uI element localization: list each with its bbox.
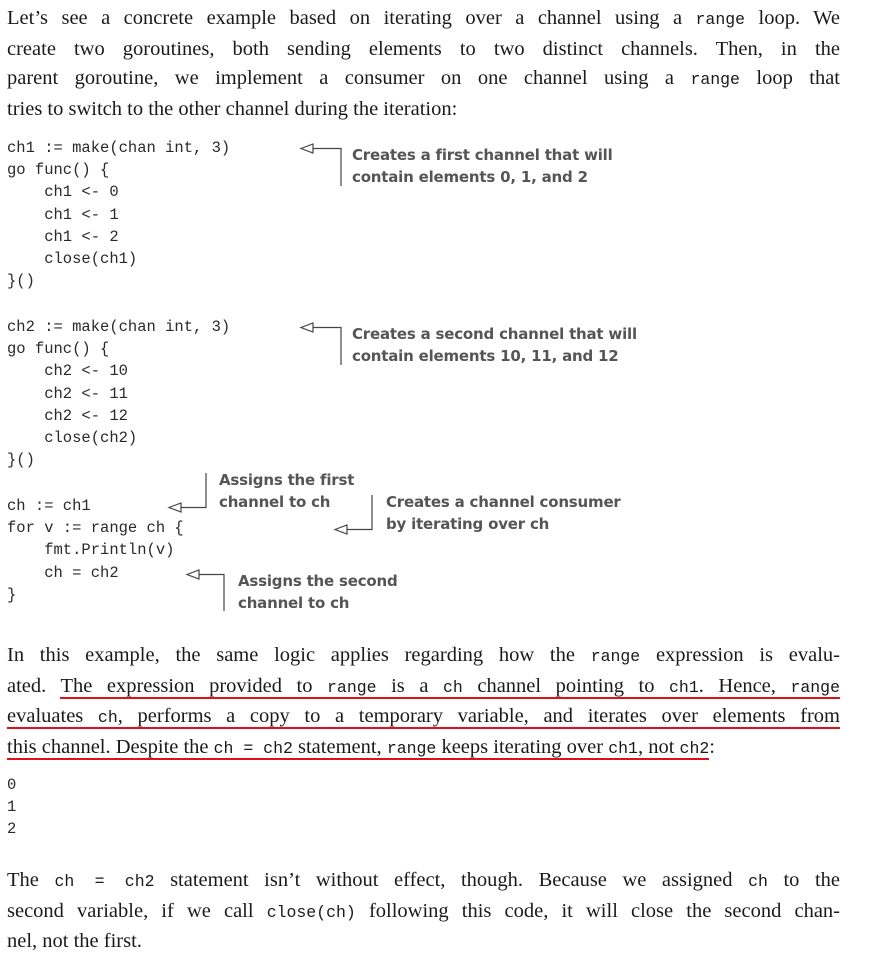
inline-code: ch = ch2 <box>213 738 293 758</box>
annotation-second-channel: Creates a second channel that will contain elements 10, 11, and 12 <box>352 325 637 365</box>
text-run: expression is evalu- <box>640 644 840 666</box>
code-line: ch2 <- 11 <box>7 384 128 403</box>
code-line: ch1 <- 0 <box>7 183 119 202</box>
text-line <box>7 927 840 957</box>
text-run: In this example, the same logic applies regarding how the <box>7 644 591 666</box>
code-block-channel-1 <box>7 137 230 292</box>
code-line: ch2 := make(chan int, 3) <box>7 318 231 336</box>
callout-arrow-assign-first <box>181 473 206 508</box>
code-line: ch1 <- 2 <box>7 227 119 246</box>
code-line: 0 <box>7 776 17 794</box>
text-run: create two goroutines, both sending elements to two distinct channels. Then, in the <box>7 37 840 60</box>
code-line: fmt.Println(v) <box>7 541 175 560</box>
text-run: Let’s see a concrete example based on iterating over a channel using a <box>7 7 696 29</box>
code-line: }() <box>7 451 35 470</box>
text-run: loop. We <box>745 7 840 29</box>
code-line: close(ch1) <box>7 249 138 268</box>
text-line <box>7 897 840 928</box>
underlined-text: . Hence, <box>698 674 791 697</box>
text-line <box>7 641 840 672</box>
text-line <box>7 64 840 95</box>
code-line: ch1 <- 1 <box>7 205 119 224</box>
inline-code: ch <box>748 872 768 891</box>
underlined-text: is a <box>376 674 443 697</box>
code-line: for v := range ch { <box>7 519 184 538</box>
code-line: }() <box>7 272 35 291</box>
text-line <box>7 866 840 897</box>
intro-paragraph <box>7 4 840 124</box>
callout-arrow-second-channel <box>337 328 341 366</box>
annotation-consumer: Creates a channel consumer by iterating over ch <box>386 493 621 533</box>
inline-code: ch1 <box>669 677 699 697</box>
underlined-text: keeps iterating over <box>436 735 609 758</box>
inline-code: range <box>690 70 740 89</box>
code-line: ch := ch1 <box>7 497 91 515</box>
code-block-consumer <box>7 495 184 606</box>
inline-code: close(ch) <box>266 902 356 922</box>
text-run: to the <box>767 869 840 891</box>
code-line: close(ch2) <box>7 428 138 447</box>
inline-code: range <box>327 677 377 697</box>
annotation-first-channel: Creates a first channel that will contain elements 0, 1, and 2 <box>352 146 613 186</box>
text-run: second variable, if we call <box>7 899 267 922</box>
inline-code: ch2 <box>679 738 710 758</box>
text-run: following this code, it will close the second chan- <box>355 899 840 922</box>
text-run: loop that <box>739 67 841 89</box>
underlined-text: this channel. Despite the <box>7 735 214 758</box>
code-line: ch2 <- 12 <box>7 406 128 425</box>
inline-code: range <box>790 677 840 697</box>
code-line: ch2 <- 10 <box>7 362 128 381</box>
underlined-text: , not <box>637 735 680 758</box>
text-run: statement isn’t without effect, though. Because we assigned <box>154 869 749 891</box>
annotation-assign-second: Assigns the second channel to ch <box>238 572 398 612</box>
text-run: tries to switch to the other channel during the iteration: <box>7 97 458 120</box>
code-line: 1 <box>7 798 17 817</box>
text-line <box>7 672 840 703</box>
text-run: : <box>709 735 715 758</box>
code-line: go func() { <box>7 340 110 359</box>
inline-code: ch <box>442 677 463 697</box>
explanation-paragraph <box>7 641 840 763</box>
output-block <box>7 774 16 841</box>
text-run: nel, not the first. <box>7 930 142 952</box>
underlined-text: evaluates <box>7 705 98 727</box>
inline-code: range <box>590 647 641 666</box>
code-block-channel-2 <box>7 316 230 471</box>
code-line: ch1 := make(chan int, 3) <box>7 139 231 157</box>
closing-paragraph <box>7 866 840 957</box>
text-run: The <box>7 869 55 891</box>
code-line: } <box>7 585 17 604</box>
annotation-assign-first: Assigns the first channel to ch <box>219 471 355 511</box>
underlined-text: The expression provided to <box>60 674 328 697</box>
text-line <box>7 733 840 764</box>
text-line <box>7 95 840 125</box>
callout-arrow-first-channel <box>337 149 341 187</box>
underlined-text: statement, <box>292 735 387 758</box>
text-line <box>7 4 840 35</box>
underlined-text: channel pointing to <box>462 674 670 697</box>
code-line: ch = ch2 <box>7 563 119 582</box>
inline-code: ch = ch2 <box>54 872 155 891</box>
text-run: ated. <box>7 674 61 697</box>
code-line: 2 <box>7 820 17 839</box>
inline-code: ch <box>97 708 118 727</box>
inline-code: range <box>386 738 437 758</box>
text-run: parent goroutine, we implement a consumer on one channel using a <box>7 67 691 89</box>
text-line <box>7 35 840 65</box>
text-line <box>7 702 840 733</box>
inline-code: range <box>695 10 746 29</box>
code-line: go func() { <box>7 161 110 180</box>
callout-arrow-assign-second <box>199 575 224 612</box>
underlined-text: , performs a copy to a temporary variable, and iterates over elements from <box>117 705 840 727</box>
inline-code: ch1 <box>608 738 638 758</box>
